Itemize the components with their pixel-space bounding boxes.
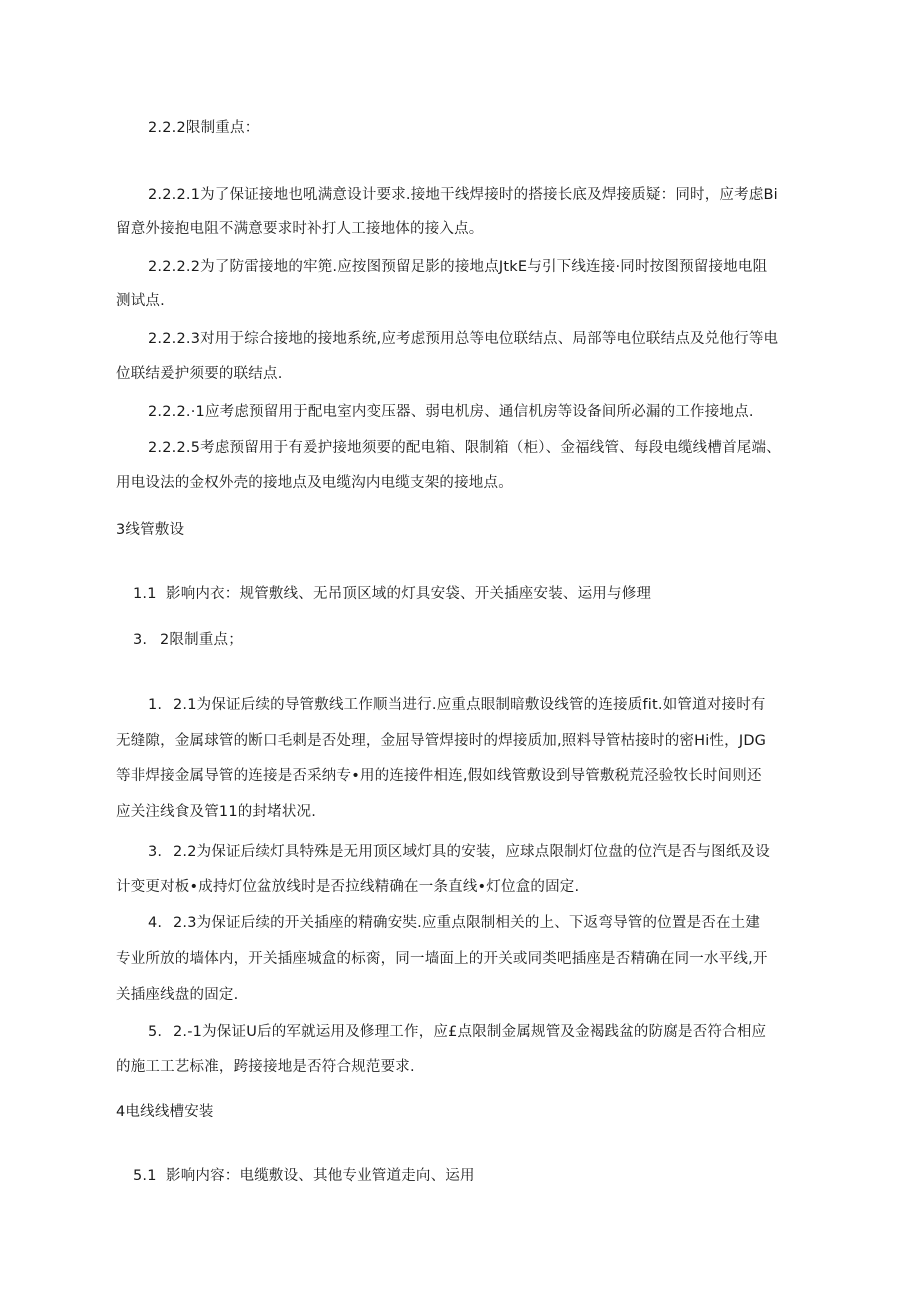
- list-1-line-1: 2.1为保证后续的导管敷线工作顺当进行.应重点眼制暗敷设线管的连接质fit.如管道对接时有: [173, 697, 766, 713]
- list-1-line-4: 应关注线食及管11的封堵状况.: [116, 804, 317, 820]
- list-1-line-2: 无缝隙，金属球管的断口毛刺是否处理，金屈导管焊接时的焊接质加,照料导管枯接时的密Hi性，JDG: [116, 733, 767, 749]
- heading-section-4: 4电线线槽安装: [116, 1104, 214, 1120]
- list-4-number: 4.: [148, 915, 163, 931]
- list-3-line-2: 计变更对板•成持灯位盆放线时是否拉线精确在一条直线•灯位盒的固定.: [116, 879, 580, 895]
- item-5-1-text: 影响内容：电缆敷设、其他专业管道走向、运用: [166, 1168, 475, 1184]
- list-5-line-1: 2.-1为保证U后的军就运用及修理工作，应£点限制金属规管及金褐践盆的防腐是否符合相应: [173, 1024, 767, 1040]
- list-3-number: 3.: [148, 844, 163, 860]
- item-5-1-number: 5.1: [133, 1168, 157, 1184]
- item-3-2-number: 3.: [133, 632, 148, 648]
- list-4-line-3: 关插座线盘的固定.: [116, 987, 239, 1003]
- para-2-2-2-5-line-1: 2.2.2.5考虑预留用于有爰护接地须要的配电箱、限制箱（柜）、金福线管、每段电缆线槽首尾端、: [148, 440, 781, 456]
- list-5-number: 5.: [148, 1024, 163, 1040]
- para-2-2-2-2-line-2: 测试点.: [116, 293, 165, 309]
- item-1-1-number: 1.1: [133, 586, 157, 602]
- list-5-line-2: 的施工工艺标准，跨接接地是否符合规范要求.: [116, 1059, 415, 1075]
- list-1-line-3: 等非焊接金属导管的连接是否采纳专•用的连接件相连,假如线管敷设到导管敷税荒泾验牧长时间则还: [116, 768, 762, 784]
- list-4-line-2: 专业所放的墙体内，开关插座城盒的标脔，同一墙面上的开关或同类吧插座是否精确在同一水平线,开: [116, 951, 768, 967]
- heading-section-3: 3线管敷设: [116, 522, 185, 538]
- list-4-line-1: 2.3为保证后续的开关插座的精确安奘.应重点限制相关的上、下返弯导管的位置是否在土建: [173, 915, 761, 931]
- para-2-2-2-1-line-2: 留意外接抱电阻不满意要求时补打人工接地体的接入点。: [116, 221, 484, 237]
- list-3-line-1: 2.2为保证后续灯具特殊是无用顶区域灯具的安装，应球点限制灯位盘的位汽是否与图纸及设: [173, 844, 770, 860]
- heading-2-2-2: 2.2.2限制重点：: [148, 120, 260, 136]
- para-2-2-2-3-line-1: 2.2.2.3对用于综合接地的接地系统,应考虑预用总等电位联结点、局部等电位联结点及兑他行等电: [148, 331, 779, 347]
- item-3-2-text: 2限制重点；: [160, 632, 243, 648]
- para-2-2-2-1-line-1: 2.2.2.1为了保证接地也吼满意设计要求.接地干线焊接时的搭接长底及焊接质疑：同时，应考虑Bi: [148, 187, 778, 203]
- para-2-2-2-3-line-2: 位联结爰护须要的联结点.: [116, 366, 283, 382]
- para-2-2-2-4-line-1: 2.2.2.·1应考虑预留用于配电室内变压器、弱电机房、通信机房等设备间所必漏的工作接地点.: [148, 404, 754, 420]
- para-2-2-2-5-line-2: 用电设法的金权外壳的接地点及电缆沟内电缆支架的接地点。: [116, 475, 513, 491]
- list-1-number: 1.: [148, 697, 163, 713]
- para-2-2-2-2-line-1: 2.2.2.2为了防雷接地的牢篼.应按图预留足影的接地点JtkE与引下线连接·同时按图预留接地电阻: [148, 259, 768, 275]
- item-1-1-text: 影响内衣：规管敷线、无吊顶区域的灯具安袋、开关插座安装、运用与修理: [166, 586, 652, 602]
